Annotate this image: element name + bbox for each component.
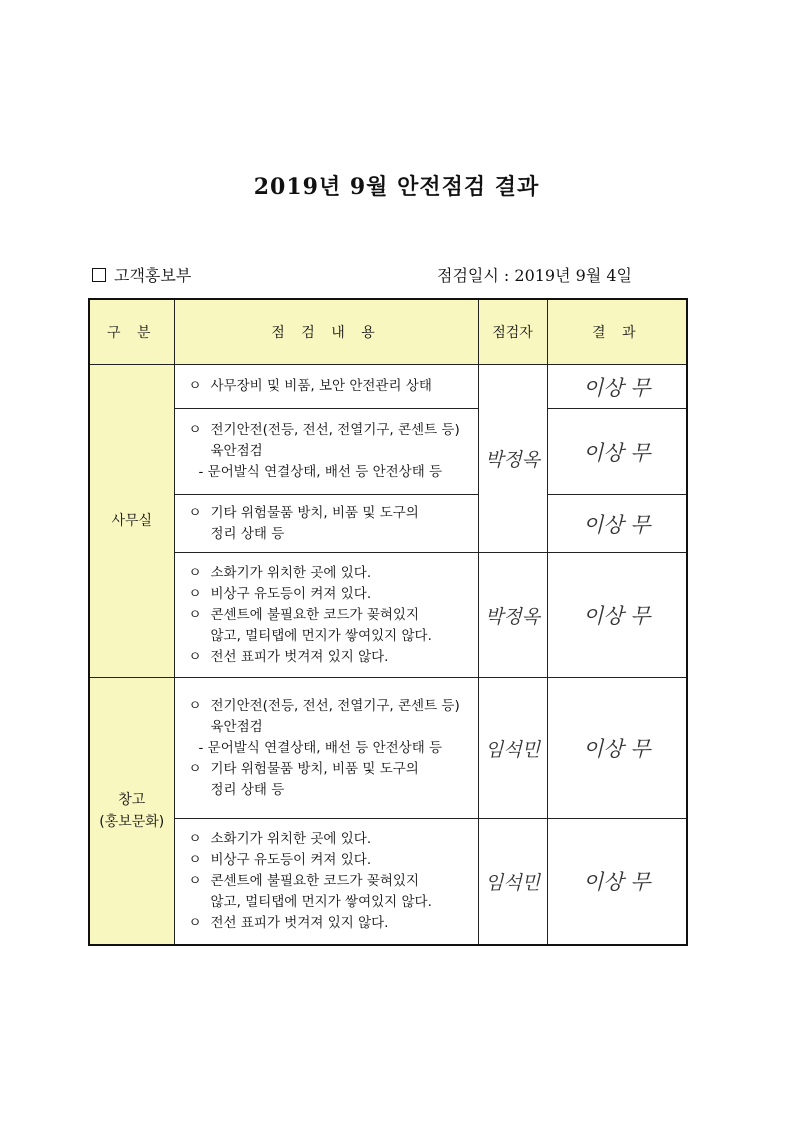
- header-category: 구 분: [89, 299, 174, 365]
- bullet-icon: ㅇ: [188, 872, 202, 889]
- category-office: 사무실: [89, 365, 174, 678]
- result-signature: 이상 무: [547, 365, 687, 409]
- checklist-item-text: 비상구 유도등이 켜져 있다.: [210, 585, 372, 602]
- checklist-subitem: - 문어발식 연결상태, 배선 등 안전상태 등: [198, 464, 443, 480]
- content-cell: [174, 409, 478, 495]
- checklist-item-text: 전선 표피가 벗겨져 있지 않다.: [210, 648, 389, 665]
- checklist-item: [189, 605, 470, 626]
- bullet-icon: ㅇ: [188, 504, 202, 521]
- checklist-item: [189, 420, 470, 441]
- checklist-item-text: 콘센트에 불필요한 코드가 꽂혀있지: [210, 606, 419, 623]
- result-signature: 이상 무: [547, 819, 687, 945]
- inspector-signature: 임석민: [478, 678, 547, 819]
- category-warehouse: [89, 678, 174, 945]
- checklist-item-text: 전기안전(전등, 전선, 전열기구, 콘센트 등): [210, 697, 460, 714]
- bullet-icon: ㅇ: [188, 378, 202, 394]
- inspector-signature: 박정옥: [478, 553, 547, 678]
- checklist-item: [189, 829, 470, 850]
- checklist-item-text: 전기안전(전등, 전선, 전열기구, 콘센트 등): [210, 422, 460, 438]
- result-signature: 이상 무: [547, 678, 687, 819]
- header-content: 점 검 내 용: [174, 299, 478, 365]
- department-name: 고객홍보부: [114, 266, 192, 285]
- checklist-item: [189, 850, 470, 871]
- bullet-icon: ㅇ: [188, 422, 202, 438]
- checklist-subitem: - 문어발식 연결상태, 배선 등 안전상태 등: [198, 739, 443, 756]
- inspection-date: 점검일시 : 2019년 9월 4일: [437, 266, 633, 285]
- content-cell: [174, 365, 478, 409]
- checklist-item: [189, 759, 470, 780]
- table-row: [89, 495, 687, 553]
- bullet-icon: ㅇ: [188, 851, 202, 868]
- table-row: [89, 678, 687, 819]
- result-signature: 이상 무: [547, 553, 687, 678]
- content-cell: [174, 553, 478, 678]
- table-row: [89, 553, 687, 678]
- result-signature: 이상 무: [547, 495, 687, 553]
- checklist-item: [189, 503, 470, 524]
- checklist-item: [189, 647, 470, 668]
- checklist-item-text: 비상구 유도등이 켜져 있다.: [210, 851, 372, 868]
- department-label: [92, 263, 191, 286]
- table-header-row: [89, 299, 687, 365]
- category-line: 창고: [118, 791, 146, 808]
- result-signature: 이상 무: [547, 409, 687, 495]
- checkbox-icon: [92, 268, 106, 282]
- checklist-continuation: 않고, 멀티탭에 먼지가 쌓여있지 않다.: [210, 627, 432, 644]
- checklist-item-text: 소화기가 위치한 곳에 있다.: [210, 830, 372, 847]
- header-result: 결 과: [547, 299, 687, 365]
- inspection-table: [88, 298, 688, 946]
- inspector-signature: 박정옥: [478, 365, 547, 553]
- bullet-icon: ㅇ: [188, 564, 202, 581]
- checklist-continuation: 정리 상태 등: [210, 781, 285, 798]
- checklist-continuation: 육안점검: [210, 443, 263, 459]
- checklist-item: [189, 913, 470, 934]
- bullet-icon: ㅇ: [188, 697, 202, 714]
- page-title: 2019년 9월 안전점검 결과: [253, 174, 540, 200]
- inspector-signature: 임석민: [478, 819, 547, 945]
- category-line: (홍보문화): [99, 813, 165, 830]
- bullet-icon: ㅇ: [188, 606, 202, 623]
- bullet-icon: ㅇ: [188, 760, 202, 777]
- checklist-item-text: 기타 위험물품 방치, 비품 및 도구의: [210, 760, 419, 777]
- bullet-icon: ㅇ: [188, 585, 202, 602]
- checklist-item: [189, 696, 470, 717]
- checklist-continuation: 정리 상태 등: [210, 525, 285, 542]
- checklist-item: [189, 376, 470, 397]
- bullet-icon: ㅇ: [188, 830, 202, 847]
- checklist-item: [189, 584, 470, 605]
- checklist-item-text: 콘센트에 불필요한 코드가 꽂혀있지: [210, 872, 419, 889]
- bullet-icon: ㅇ: [188, 914, 202, 931]
- checklist-item-text: 사무장비 및 비품, 보안 안전관리 상태: [210, 378, 432, 394]
- checklist-continuation: 육안점검: [210, 718, 263, 735]
- table-row: [89, 365, 687, 409]
- bullet-icon: ㅇ: [188, 648, 202, 665]
- checklist-item: [189, 871, 470, 892]
- checklist-item: [189, 563, 470, 584]
- header-inspector: 점검자: [478, 299, 547, 365]
- checklist-item-text: 소화기가 위치한 곳에 있다.: [210, 564, 372, 581]
- checklist-item-text: 기타 위험물품 방치, 비품 및 도구의: [210, 504, 419, 521]
- content-cell: [174, 495, 478, 553]
- content-cell: [174, 819, 478, 945]
- checklist-item-text: 전선 표피가 벗겨져 있지 않다.: [210, 914, 389, 931]
- content-cell: [174, 678, 478, 819]
- table-row: [89, 409, 687, 495]
- table-row: [89, 819, 687, 945]
- checklist-continuation: 않고, 멀티탭에 먼지가 쌓여있지 않다.: [210, 893, 432, 910]
